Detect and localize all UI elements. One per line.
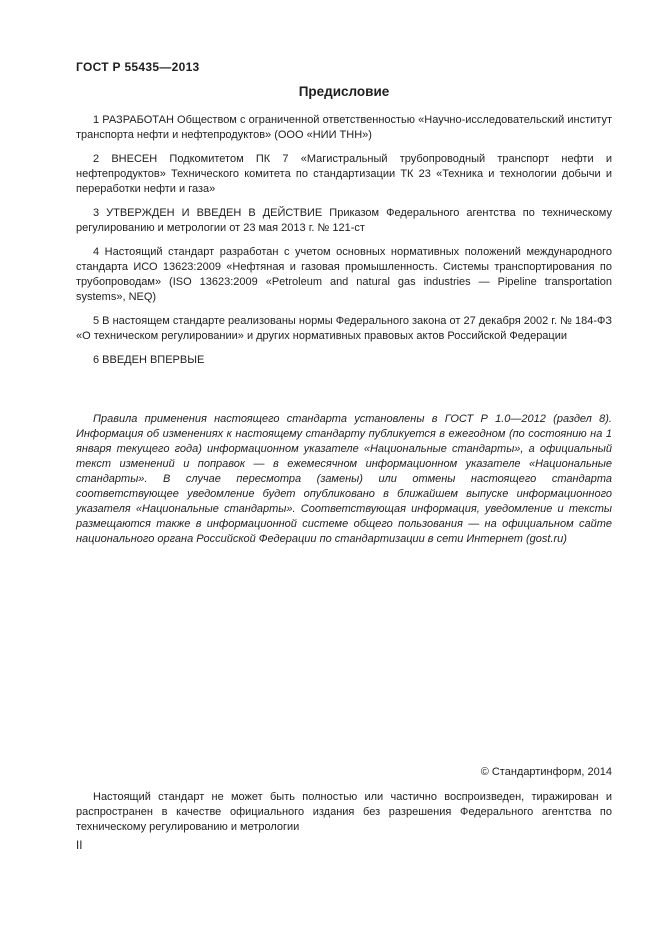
- foreword-paragraph: 1 РАЗРАБОТАН Обществом с ограниченной ответственностью «Научно-исследовательский институт транспорта нефти и нефтепродуктов» (ООО «НИИ ТНН»): [76, 114, 612, 141]
- foreword-paragraph: 6 ВВЕДЕН ВПЕРВЫЕ: [93, 354, 205, 366]
- copyright-line: © Стандартинформ, 2014: [480, 766, 612, 778]
- foreword-paragraph: 4 Настоящий стандарт разработан с учетом основных нормативных положений международного стандарта ИСО 13623:2009 «Нефтяная и газовая промышленность. Системы транспортирования по трубопроводам» (ISO 13623:2009 «Petroleum and natural gas industries — Pipeline transportation systems», NEQ): [76, 246, 612, 303]
- page-bottom-block: [76, 765, 612, 853]
- foreword-paragraph: 2 ВНЕСЕН Подкомитетом ПК 7 «Магистральный трубопроводный транспорт нефти и нефтепродуктов» Технического комитета по стандартизации ТК 23 «Техника и технологии добычи и переработки нефти и газа»: [76, 153, 612, 195]
- page-title: Предисловие: [298, 84, 390, 99]
- page-content: [76, 0, 612, 547]
- running-header: ГОСТ Р 55435—2013: [76, 60, 200, 74]
- foreword-paragraph: 3 УТВЕРЖДЕН И ВВЕДЕН В ДЕЙСТВИЕ Приказом Федерального агентства по техническому регулированию и метрологии от 23 мая 2013 г. № 121-ст: [76, 207, 612, 234]
- application-rules-notice: Правила применения настоящего стандарта установлены в ГОСТ Р 1.0—2012 (раздел 8). Информация об изменениях к настоящему стандарту публикуется в ежегодном (по состоянию на 1 января текущего года) информационном указателе «Национальные стандарты», а официальный текст изменений и поправок — в ежемесячном информационном указателе «Национальные стандарты». В случае пересмотра (замены) или отмены настоящего стандарта соответствующее уведомление будет опубликовано в ближайшем выпуске информационного указателя «Национальные стандарты». Соответствующая информация, уведомление и тексты размещаются также в информационной системе общего пользования — на официальном сайте национального органа Российской Федерации по стандартизации в сети Интернет (gost.ru): [76, 413, 612, 545]
- page-number: II: [76, 840, 83, 852]
- foreword-paragraph: 5 В настоящем стандарте реализованы нормы Федерального закона от 27 декабря 2002 г. № 184-ФЗ «О техническом регулировании» и других нормативных правовых актов Российской Федерации: [76, 315, 612, 342]
- reproduction-restriction: Настоящий стандарт не может быть полностью или частично воспроизведен, тиражирован и распространен в качестве официального издания без разрешения Федерального агентства по техническому регулированию и метрологии: [76, 791, 612, 833]
- foreword-list: [76, 113, 612, 368]
